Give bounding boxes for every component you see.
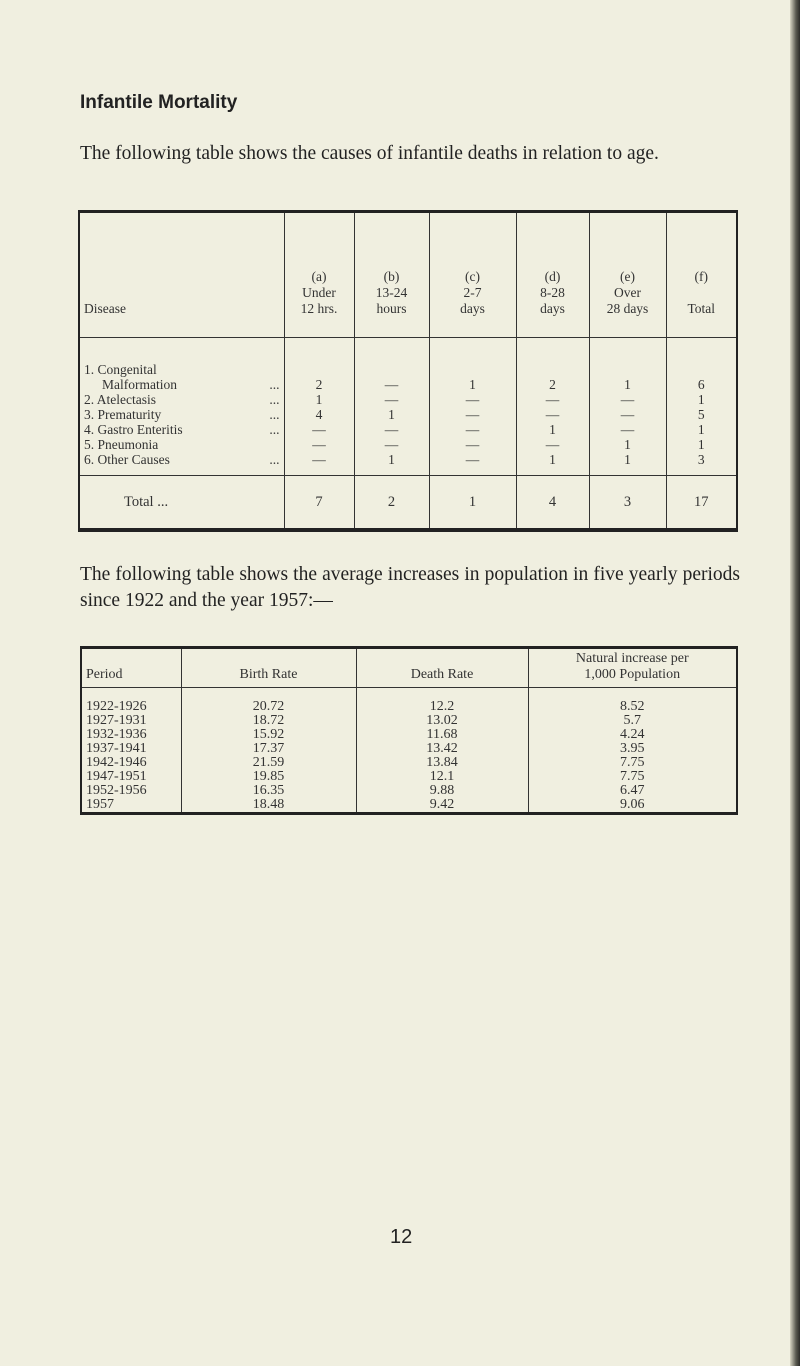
intro-paragraph-1: The following table shows the causes of infantile deaths in relation to age. bbox=[80, 143, 659, 164]
disease-name-cell bbox=[79, 437, 284, 452]
period-cell: 1947-1951 bbox=[86, 769, 147, 784]
period-cell: 1957 bbox=[86, 797, 114, 812]
death-rate-cell: 11.68 bbox=[356, 728, 528, 742]
birth-rate-cell: 15.92 bbox=[181, 728, 356, 742]
death-rate-cell: 13.42 bbox=[356, 742, 528, 756]
death-rate-cell: 13.84 bbox=[356, 756, 528, 770]
natural-increase-cell: 8.52 bbox=[528, 688, 737, 715]
disease-name: 4. Gastro Enteritis bbox=[84, 422, 183, 437]
table-row bbox=[79, 422, 737, 437]
period-cell: 1932-1936 bbox=[86, 727, 147, 742]
count-cell: — bbox=[354, 422, 429, 437]
section-title: Infantile Mortality bbox=[80, 92, 238, 113]
period-cell: 1952-1956 bbox=[86, 783, 147, 798]
count-cell: 1 bbox=[666, 437, 737, 452]
birth-rate-cell: 19.85 bbox=[181, 770, 356, 784]
birth-rate-cell: 16.35 bbox=[181, 784, 356, 798]
empty-cell bbox=[429, 338, 516, 378]
total-cell: 7 bbox=[284, 476, 354, 531]
column-header: (c) 2-7 days bbox=[429, 212, 516, 338]
count-cell: 1 bbox=[354, 407, 429, 422]
count-cell: — bbox=[284, 452, 354, 476]
count-cell: — bbox=[589, 392, 666, 407]
disease-name-cell bbox=[79, 377, 284, 392]
count-cell: 1 bbox=[666, 422, 737, 437]
natural-increase-cell: 6.47 bbox=[528, 784, 737, 798]
total-cell: 4 bbox=[516, 476, 589, 531]
total-cell: 2 bbox=[354, 476, 429, 531]
empty-cell bbox=[516, 338, 589, 378]
count-cell: — bbox=[354, 437, 429, 452]
column-header: (d) 8-28 days bbox=[516, 212, 589, 338]
natural-increase-cell: 4.24 bbox=[528, 728, 737, 742]
count-cell: — bbox=[589, 422, 666, 437]
column-header: (f) Total bbox=[666, 212, 737, 338]
birth-rate-cell: 18.72 bbox=[181, 714, 356, 728]
table-row bbox=[81, 770, 737, 784]
death-rate-cell: 12.2 bbox=[356, 688, 528, 715]
column-header: Period bbox=[81, 648, 181, 688]
column-header: Death Rate bbox=[356, 648, 528, 688]
column-header: (e) Over 28 days bbox=[589, 212, 666, 338]
table-row bbox=[81, 798, 737, 814]
birth-rate-cell: 21.59 bbox=[181, 756, 356, 770]
birth-rate-cell: 20.72 bbox=[181, 688, 356, 715]
disease-name-cont: Malformation bbox=[102, 377, 177, 392]
period-cell: 1942-1946 bbox=[86, 755, 147, 770]
count-cell: — bbox=[354, 392, 429, 407]
natural-increase-cell: 3.95 bbox=[528, 742, 737, 756]
table-row bbox=[81, 714, 737, 728]
count-cell: 5 bbox=[666, 407, 737, 422]
table-row bbox=[81, 784, 737, 798]
period-cell: 1922-1926 bbox=[86, 699, 147, 714]
count-cell: 1 bbox=[429, 377, 516, 392]
period-cell: 1937-1941 bbox=[86, 741, 147, 756]
disease-name-cell bbox=[79, 392, 284, 407]
column-header: Disease bbox=[79, 212, 284, 338]
total-cell: 17 bbox=[666, 476, 737, 531]
count-cell: 1 bbox=[589, 452, 666, 476]
leader-dots: ... bbox=[269, 407, 280, 422]
birth-rate-cell: 18.48 bbox=[181, 798, 356, 814]
column-header: Birth Rate bbox=[181, 648, 356, 688]
page-number: 12 bbox=[390, 1226, 413, 1248]
birth-rate-cell: 17.37 bbox=[181, 742, 356, 756]
total-label-cell bbox=[79, 476, 284, 531]
table-row bbox=[79, 437, 737, 452]
count-cell: — bbox=[429, 392, 516, 407]
count-cell: 1 bbox=[589, 437, 666, 452]
table-row bbox=[79, 338, 737, 378]
count-cell: 3 bbox=[666, 452, 737, 476]
count-cell: — bbox=[429, 407, 516, 422]
count-cell: — bbox=[284, 437, 354, 452]
disease-name: 5. Pneumonia bbox=[84, 437, 159, 452]
count-cell: — bbox=[516, 392, 589, 407]
table-row bbox=[79, 407, 737, 422]
disease-name: 1. Congenital bbox=[84, 362, 157, 377]
count-cell: 1 bbox=[284, 392, 354, 407]
table-row bbox=[81, 742, 737, 756]
count-cell: 1 bbox=[516, 422, 589, 437]
death-rate-cell: 12.1 bbox=[356, 770, 528, 784]
period-cell: 1927-1931 bbox=[86, 713, 147, 728]
table-row bbox=[79, 452, 737, 476]
table-row bbox=[79, 377, 737, 392]
disease-name: 3. Prematurity bbox=[84, 407, 162, 422]
count-cell: 1 bbox=[354, 452, 429, 476]
count-cell: 1 bbox=[516, 452, 589, 476]
empty-cell bbox=[666, 338, 737, 378]
total-cell: 1 bbox=[429, 476, 516, 531]
leader-dots: ... bbox=[269, 452, 280, 467]
disease-name-cell bbox=[79, 422, 284, 437]
count-cell: 1 bbox=[666, 392, 737, 407]
count-cell: — bbox=[429, 437, 516, 452]
scan-edge bbox=[790, 0, 800, 1366]
disease-name: 6. Other Causes bbox=[84, 452, 170, 467]
count-cell: — bbox=[429, 422, 516, 437]
disease-name-cell bbox=[79, 407, 284, 422]
disease-name: 2. Atelectasis bbox=[84, 392, 156, 407]
total-cell: 3 bbox=[589, 476, 666, 531]
empty-cell bbox=[354, 338, 429, 378]
death-rate-cell: 9.88 bbox=[356, 784, 528, 798]
natural-increase-cell: 5.7 bbox=[528, 714, 737, 728]
count-cell: 2 bbox=[284, 377, 354, 392]
table-row bbox=[79, 392, 737, 407]
count-cell: — bbox=[284, 422, 354, 437]
count-cell: 2 bbox=[516, 377, 589, 392]
leader-dots: ... bbox=[269, 377, 280, 392]
table-row bbox=[81, 756, 737, 770]
count-cell: 1 bbox=[589, 377, 666, 392]
count-cell: — bbox=[429, 452, 516, 476]
leader-dots: ... bbox=[269, 392, 280, 407]
empty-cell bbox=[284, 338, 354, 378]
count-cell: — bbox=[516, 407, 589, 422]
disease-name-cell bbox=[79, 452, 284, 476]
natural-increase-cell: 7.75 bbox=[528, 756, 737, 770]
count-cell: 6 bbox=[666, 377, 737, 392]
count-cell: — bbox=[516, 437, 589, 452]
total-label: Total ... bbox=[124, 493, 169, 510]
leader-dots: ... bbox=[269, 422, 280, 437]
empty-cell bbox=[589, 338, 666, 378]
infant-deaths-table bbox=[78, 210, 738, 532]
death-rate-cell: 9.42 bbox=[356, 798, 528, 814]
column-header: (a) Under 12 hrs. bbox=[284, 212, 354, 338]
column-header: (b) 13-24 hours bbox=[354, 212, 429, 338]
natural-increase-cell: 7.75 bbox=[528, 770, 737, 784]
count-cell: 4 bbox=[284, 407, 354, 422]
count-cell: — bbox=[354, 377, 429, 392]
death-rate-cell: 13.02 bbox=[356, 714, 528, 728]
intro-paragraph-2: The following table shows the average increases in population in five yearly periods since 1922 and the year 1957:— bbox=[80, 564, 740, 611]
table-row bbox=[81, 728, 737, 742]
count-cell: — bbox=[589, 407, 666, 422]
population-increase-table bbox=[80, 646, 738, 815]
natural-increase-cell: 9.06 bbox=[528, 798, 737, 814]
table-row bbox=[81, 688, 737, 715]
column-header: Natural increase per 1,000 Population bbox=[528, 648, 737, 688]
